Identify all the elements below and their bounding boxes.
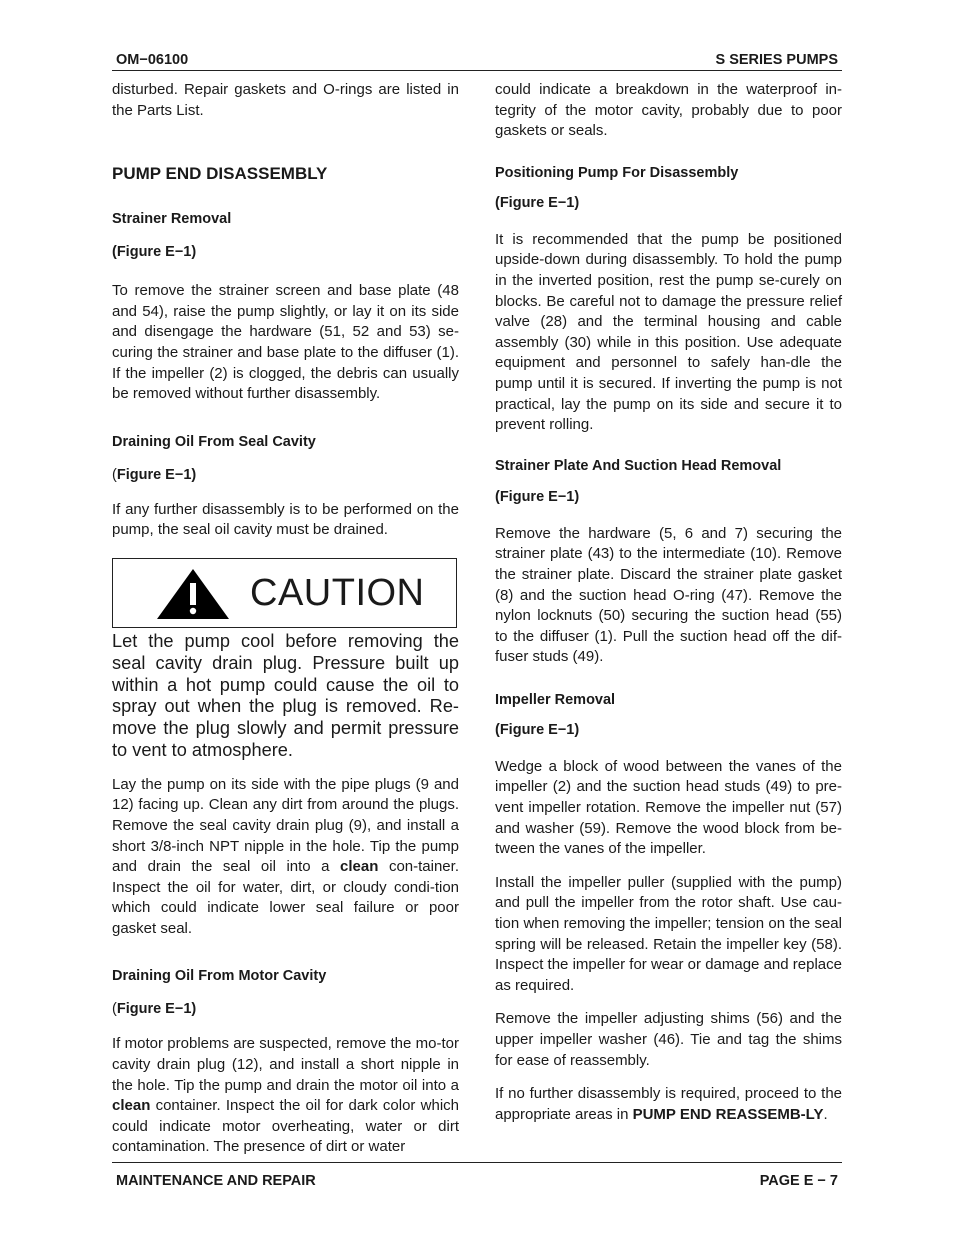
figure-ref-motor-text: Figure E−1) — [116, 1001, 197, 1018]
final-text-a: If no further disassembly is required, proceed to the appropriate areas in — [495, 1085, 842, 1123]
paragraph-impeller-1: Wedge a block of wood between the vanes of the impeller (2) and the suction head studs (49) to pre-vent impeller rotation. Remove the impeller nut (57) and washer (59). Remove the wood block from be-tween the vanes of the impeller. — [495, 757, 842, 858]
paragraph-strainer-plate: Remove the hardware (5, 6 and 7) securing the strainer plate (43) to the intermediate (10). Remove the strainer plate. Discard the strainer plate gasket (8) and the suction head O-ring (47). Remove the nylon locknuts (50) securing the suction head (55) to the diffuser (1). Pull the suction head off the dif-fuser studs (49). — [495, 524, 842, 666]
paragraph-final — [495, 1084, 842, 1125]
caution-box — [112, 558, 457, 628]
figure-ref-motor — [112, 1000, 459, 1018]
caution-message: Let the pump cool before removing the seal cavity drain plug. Pressure built up within a hot pump could cause the oil to spray out when the plug is removed. Re-move the plug slowly and permit pressure to vent to atmosphere. — [112, 630, 459, 760]
footer-section-title: MAINTENANCE AND REPAIR — [116, 1173, 316, 1189]
paragraph-seal-cavity: If any further disassembly is to be performed on the pump, the seal oil cavity must be drained. — [112, 500, 459, 539]
series-title: S SERIES PUMPS — [715, 52, 838, 68]
figure-ref-impeller: (Figure E−1) — [495, 721, 580, 738]
section-heading-disassembly: PUMP END DISASSEMBLY — [112, 164, 328, 184]
heading-strainer-removal: Strainer Removal — [112, 211, 232, 228]
heading-motor-cavity: Draining Oil From Motor Cavity — [112, 968, 327, 985]
paragraph-impeller-3: Remove the impeller adjusting shims (56) and the upper impeller washer (46). Tie and tag the shims for ease of reassembly. — [495, 1010, 842, 1069]
paragraph-drain-seal-oil — [112, 775, 459, 940]
paragraph-strainer: To remove the strainer screen and base plate (48 and 54), raise the pump slightly, or lay it on its side and disengage the hardware (51, 52 and 53) se-curing the strainer and base plate to the diffuser (1). If the impeller (2) is clogged, the debris can usually be removed without further disassembly. — [112, 282, 459, 403]
figure-ref-strainer: (Figure E−1) — [112, 244, 197, 261]
final-text-b: . — [823, 1105, 828, 1123]
heading-positioning: Positioning Pump For Disassembly — [495, 164, 739, 181]
page-header — [112, 52, 842, 71]
drain-seal-clean-emphasis: clean — [340, 858, 379, 876]
figure-ref-motor-paren: ( — [112, 1001, 117, 1018]
paragraph-positioning: It is recommended that the pump be positioned upside-down during disassembly. To hold the pump in the inverted position, rest the pump se-curely on blocks. Be careful not to damage the pressure relief valve (28) and the terminal housing and cable assembly (30) while in this position. Use adequate equipment and personnel to safely han-dle the pump until it is secured. If inverting the pump is not practical, lay the pump on its side and secure it to prevent rolling. — [495, 230, 842, 434]
heading-impeller-removal: Impeller Removal — [495, 691, 616, 708]
intro-paragraph: disturbed. Repair gaskets and O-rings are listed in the Parts List. — [112, 81, 459, 119]
page-number: PAGE E − 7 — [759, 1173, 838, 1189]
figure-ref-seal-text: Figure E−1) — [116, 466, 197, 483]
motor-text-a: If motor problems are suspected, remove the mo-tor cavity drain plug (12), and install a short nipple in the hole. Tip the pump and drain the motor oil into a — [112, 1035, 459, 1094]
motor-text-b: container. Inspect the oil for dark color which could indicate motor overheating, water or dirt contamination. The presence of dirt or water — [112, 1097, 459, 1156]
motor-clean-emphasis: clean — [112, 1097, 151, 1115]
figure-ref-seal-paren: ( — [112, 466, 117, 483]
paragraph-impeller-2: Install the impeller puller (supplied with the pump) and pull the impeller from the rotor shaft. Use cau-tion when removing the impeller; tension on the seal spring will be released. Retain the impeller key (58). Inspect the impeller for wear or damage and replace as required. — [495, 873, 842, 994]
document-number: OM−06100 — [116, 52, 189, 68]
figure-ref-seal — [112, 466, 459, 484]
caution-label: CAUTION — [250, 571, 425, 614]
figure-ref-positioning: (Figure E−1) — [495, 194, 580, 211]
paragraph-motor-cavity — [112, 1034, 459, 1158]
heading-seal-cavity: Draining Oil From Seal Cavity — [112, 433, 316, 450]
paragraph-continued: could indicate a breakdown in the waterproof in-tegrity of the motor cavity, probably due to poor gaskets or seals. — [495, 81, 842, 140]
heading-strainer-plate: Strainer Plate And Suction Head Removal — [495, 457, 782, 474]
warning-triangle-icon — [155, 567, 231, 621]
left-column — [112, 80, 459, 1158]
reassembly-reference: PUMP END REASSEMB-LY — [632, 1105, 824, 1123]
drain-seal-text-a: Lay the pump on its side with the pipe plugs (9 and 12) facing up. Clean any dirt from around the plugs. Remove the seal cavity drain plug (9), and install a short 3/8-inch NPT nipple in the hole. Tip the pump and drain the seal oil into a — [112, 775, 459, 876]
page-footer — [112, 1162, 842, 1193]
right-column — [495, 80, 842, 1125]
figure-ref-strainer-plate: (Figure E−1) — [495, 488, 580, 505]
drain-seal-text-b: con-tainer. Inspect the oil for water, dirt, or cloudy condi-tion which could indicate lower seal failure or poor gasket seal. — [112, 858, 459, 937]
